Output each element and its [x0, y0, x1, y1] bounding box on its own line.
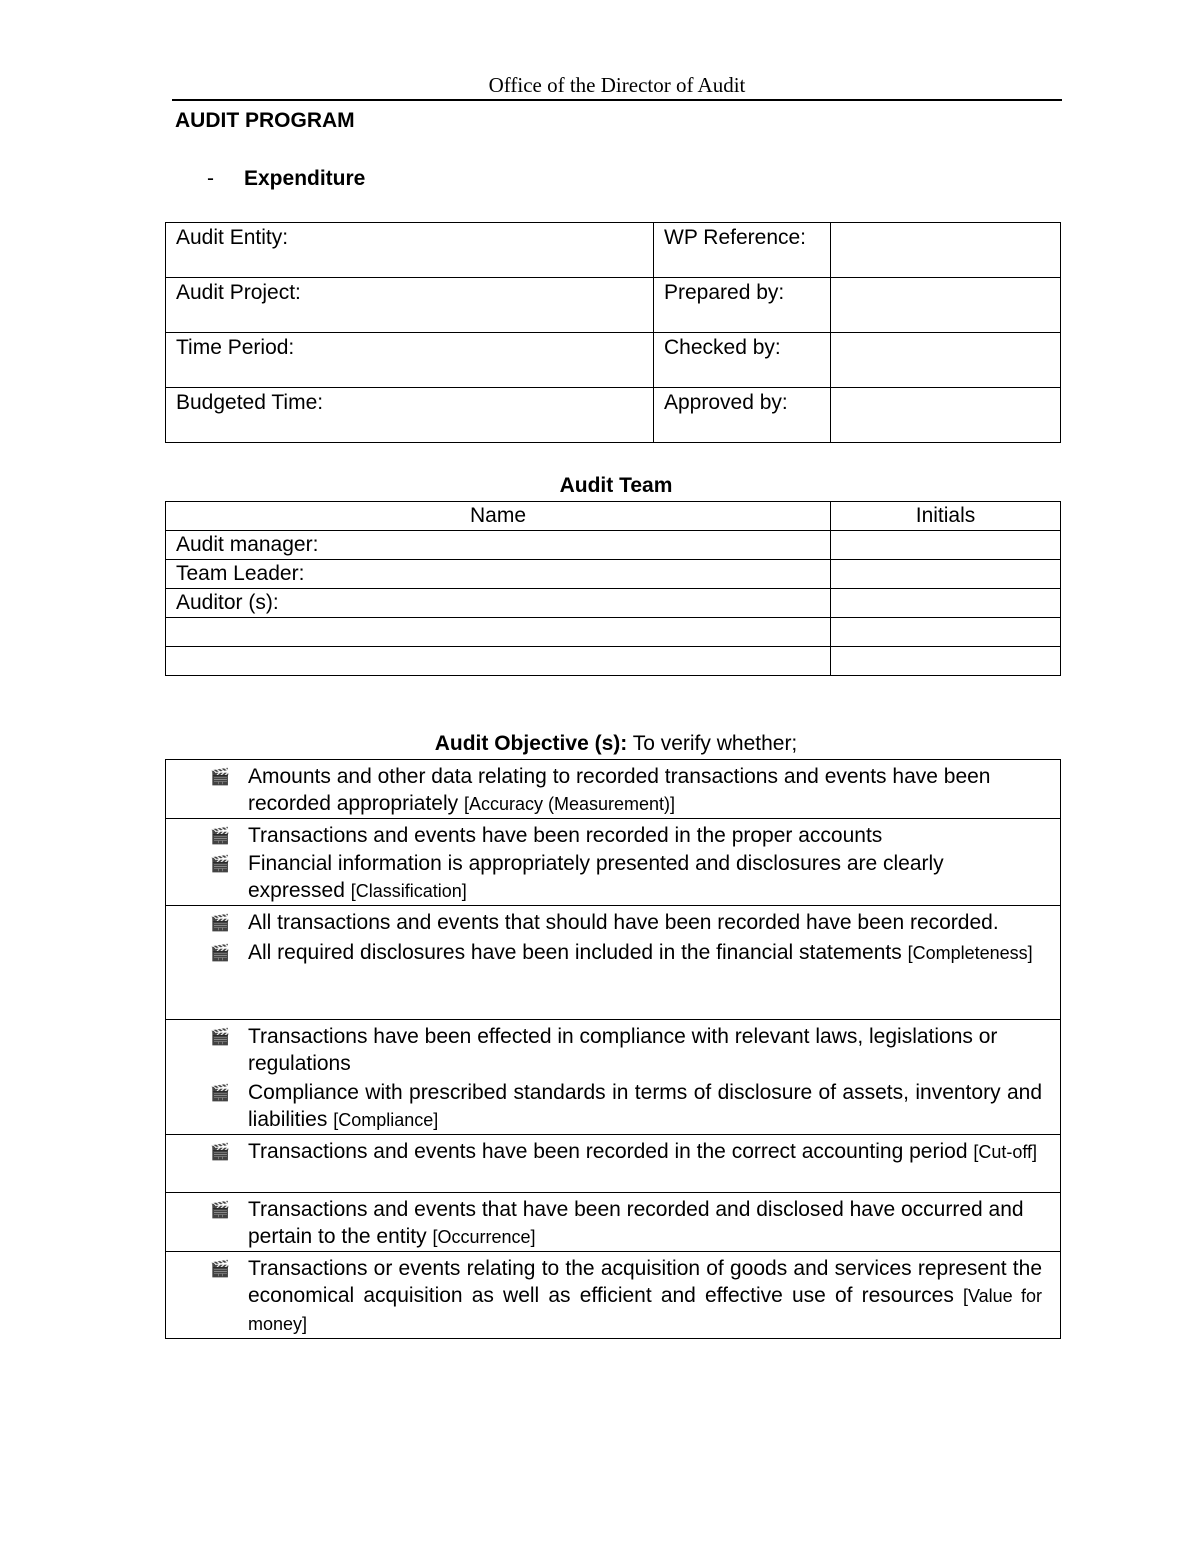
objective-tag: [Cut-off] — [973, 1142, 1038, 1162]
audit-manager-label: Audit manager: — [166, 531, 831, 560]
audit-details-table — [165, 222, 1061, 443]
initials-cell[interactable] — [831, 647, 1061, 676]
subtitle-dash: - — [207, 167, 214, 190]
objective-tag: [Value for money] — [248, 1286, 1043, 1334]
objective-item — [210, 939, 1042, 967]
initials-cell[interactable] — [831, 531, 1061, 560]
objective-item — [210, 1196, 1042, 1251]
initials-cell[interactable] — [831, 589, 1061, 618]
audit-entity-label: Audit Entity: — [166, 223, 654, 278]
clapperboard-icon: 🎬 — [210, 1144, 230, 1161]
table-row — [166, 589, 1061, 618]
objective-item — [210, 1255, 1042, 1338]
objective-row — [166, 1193, 1061, 1252]
clapperboard-icon: 🎬 — [210, 945, 230, 962]
table-row — [166, 278, 1061, 333]
audit-team-heading: Audit Team — [559, 474, 673, 497]
objective-text: Transactions and events that have been recorded and disclosed have occurred and pertain to the entity — [248, 1198, 1024, 1248]
table-row — [166, 388, 1061, 443]
objective-item — [210, 1079, 1042, 1134]
table-row — [166, 560, 1061, 589]
objective-item — [210, 822, 1042, 850]
objective-text: Transactions and events have been recorded in the correct accounting period — [248, 1140, 974, 1163]
initials-cell[interactable] — [831, 560, 1061, 589]
objective-text: All transactions and events that should have been recorded have been recorded. — [248, 911, 999, 934]
audit-objectives-table — [165, 759, 1061, 1339]
approved-by-label: Approved by: — [654, 388, 831, 443]
objective-row — [166, 906, 1061, 1020]
subtitle-label: Expenditure — [244, 167, 366, 190]
clapperboard-icon: 🎬 — [210, 769, 230, 786]
objective-row — [166, 819, 1061, 906]
clapperboard-icon: 🎬 — [210, 856, 230, 873]
objective-row — [166, 1135, 1061, 1193]
table-header-row — [166, 502, 1061, 531]
clapperboard-icon: 🎬 — [210, 915, 230, 932]
checked-by-label: Checked by: — [654, 333, 831, 388]
checked-by-value[interactable] — [831, 333, 1061, 388]
objective-item — [210, 763, 1042, 818]
objective-tag: [Classification] — [350, 881, 467, 901]
objective-row — [166, 1020, 1061, 1135]
clapperboard-icon: 🎬 — [210, 1029, 230, 1046]
objective-item — [210, 850, 1042, 905]
objective-text: Compliance with prescribed standards in terms of disclosure of assets, inventory and liabilities — [248, 1081, 1042, 1131]
name-cell[interactable] — [166, 618, 831, 647]
name-column-header: Name — [166, 502, 831, 531]
table-row — [166, 618, 1061, 647]
clapperboard-icon: 🎬 — [210, 828, 230, 845]
approved-by-value[interactable] — [831, 388, 1061, 443]
audit-project-label: Audit Project: — [166, 278, 654, 333]
wp-reference-value[interactable] — [831, 223, 1061, 278]
objective-tag: [Compliance] — [333, 1110, 439, 1130]
objective-item — [210, 1138, 1042, 1166]
initials-column-header: Initials — [831, 502, 1061, 531]
time-period-label: Time Period: — [166, 333, 654, 388]
objective-tag: [Accuracy (Measurement)] — [463, 794, 676, 814]
clapperboard-icon: 🎬 — [210, 1261, 230, 1278]
objectives-heading-rest: To verify whether; — [627, 732, 798, 755]
auditors-label: Auditor (s): — [166, 589, 831, 618]
table-row — [166, 333, 1061, 388]
objective-item — [210, 1023, 1042, 1077]
objective-text: Transactions and events have been recorded in the proper accounts — [248, 824, 883, 847]
objective-row — [166, 1252, 1061, 1339]
document-title: AUDIT PROGRAM — [175, 109, 355, 132]
office-header: Office of the Director of Audit — [488, 73, 746, 97]
header-rule — [172, 99, 1062, 101]
table-row — [166, 647, 1061, 676]
team-leader-label: Team Leader: — [166, 560, 831, 589]
table-row — [166, 223, 1061, 278]
wp-reference-label: WP Reference: — [654, 223, 831, 278]
objective-text: Financial information is appropriately presented and disclosures are clearly expressed — [248, 852, 944, 902]
objective-text: Amounts and other data relating to recorded transactions and events have been recorded appropriately — [248, 765, 991, 815]
clapperboard-icon: 🎬 — [210, 1085, 230, 1102]
objective-item — [210, 909, 1042, 937]
initials-cell[interactable] — [831, 618, 1061, 647]
name-cell[interactable] — [166, 647, 831, 676]
prepared-by-value[interactable] — [831, 278, 1061, 333]
objectives-heading-bold: Audit Objective (s): — [434, 732, 628, 755]
objective-text: Transactions or events relating to the acquisition of goods and services represent the economical acquisition as well as efficient and effective use of resources — [248, 1257, 1042, 1307]
subtitle — [207, 166, 365, 192]
objective-text: All required disclosures have been included in the financial statements — [248, 941, 908, 964]
objective-tag: [Completeness] — [907, 943, 1033, 963]
audit-objectives-heading — [165, 731, 1067, 757]
prepared-by-label: Prepared by: — [654, 278, 831, 333]
budgeted-time-label: Budgeted Time: — [166, 388, 654, 443]
objective-row — [166, 760, 1061, 819]
clapperboard-icon: 🎬 — [210, 1202, 230, 1219]
audit-team-table — [165, 501, 1061, 676]
objective-tag: [Occurrence] — [432, 1227, 536, 1247]
table-row — [166, 531, 1061, 560]
objective-text: Transactions have been effected in compliance with relevant laws, legislations or regulations — [248, 1025, 998, 1075]
